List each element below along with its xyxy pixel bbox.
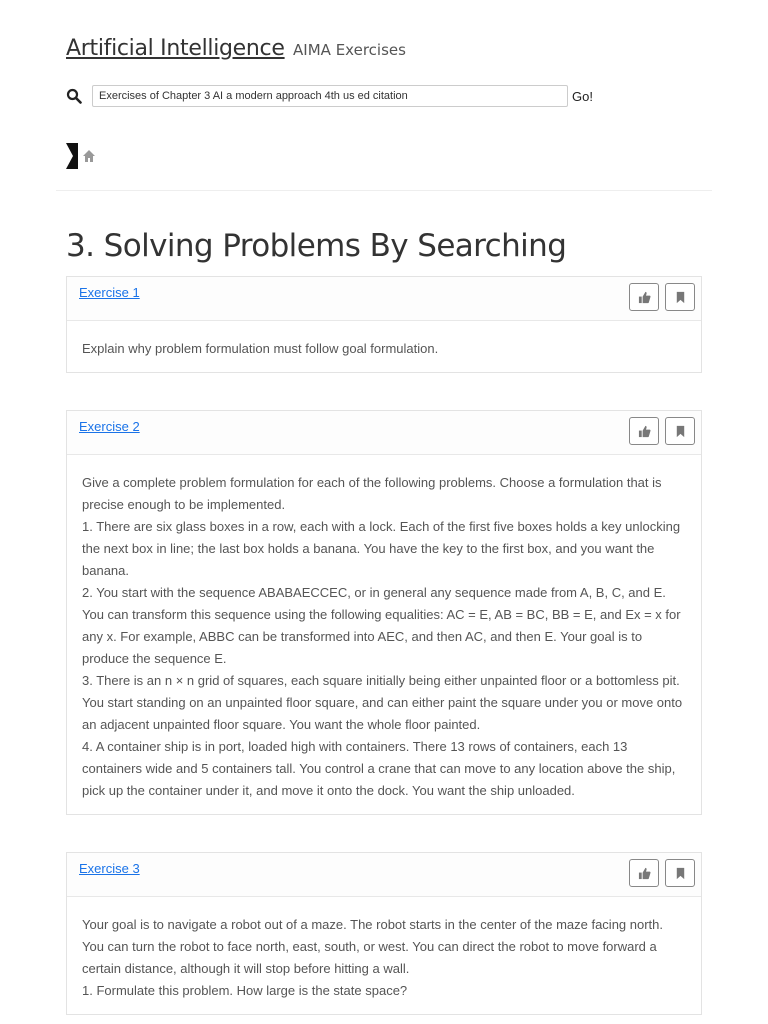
home-icon[interactable] bbox=[82, 149, 96, 163]
exercise-actions bbox=[629, 283, 695, 311]
bookmark-icon bbox=[674, 291, 687, 304]
exercise-text: 2. You start with the sequence ABABAECCEC, or in general any sequence made from A, B, C, and E. You can transform this sequence using the following equalities: AC = E, AB = BC, BB = E, and Ex = x for any x. For example, ABBC can be transformed into AEC, and then AC, and then E. Your goal is to produce the sequence E. bbox=[82, 585, 681, 666]
bookmark-icon bbox=[674, 867, 687, 880]
search-input[interactable] bbox=[92, 85, 568, 107]
exercise-text: 1. There are six glass boxes in a row, each with a lock. Each of the first five boxes holds a key unlocking the next box in line; the last box holds a banana. You have the key to the first box, and you want the banana. bbox=[82, 519, 681, 578]
site-subtitle: AIMA Exercises bbox=[293, 41, 406, 59]
exercise-body bbox=[67, 897, 701, 1014]
bookmark-button[interactable] bbox=[665, 283, 695, 311]
exercise-card-header bbox=[67, 411, 701, 455]
bookmark-button[interactable] bbox=[665, 859, 695, 887]
exercise-text: 3. There is an n × n grid of squares, each square initially being either unpainted floor or a bottomless pit. You start standing on an unpainted floor square, and can either paint the square under you or move onto an adjacent unpainted floor square. You want the whole floor painted. bbox=[82, 673, 683, 732]
site-header bbox=[66, 36, 406, 61]
exercise-link[interactable]: Exercise 3 bbox=[79, 861, 140, 876]
exercise-link[interactable]: Exercise 2 bbox=[79, 419, 140, 434]
like-button[interactable] bbox=[629, 417, 659, 445]
site-title-link[interactable]: Artificial Intelligence bbox=[66, 36, 285, 61]
page-title: 3. Solving Problems By Searching bbox=[66, 228, 567, 264]
search-icon bbox=[66, 88, 82, 104]
exercise-text: Explain why problem formulation must follow goal formulation. bbox=[82, 341, 439, 356]
sidebar-toggle-icon[interactable] bbox=[66, 143, 78, 169]
like-button[interactable] bbox=[629, 859, 659, 887]
exercise-card-header bbox=[67, 277, 701, 321]
exercise-text: Your goal is to navigate a robot out of a maze. The robot starts in the center of the maze facing north. You can turn the robot to face north, east, south, or west. You can direct the robot to move forward a certain distance, although it will stop before hitting a wall. bbox=[82, 917, 664, 976]
nav-row bbox=[66, 143, 96, 169]
exercise-body bbox=[67, 321, 701, 372]
search-bar bbox=[66, 85, 593, 107]
like-button[interactable] bbox=[629, 283, 659, 311]
thumbs-up-icon bbox=[638, 291, 651, 304]
go-button[interactable]: Go! bbox=[568, 89, 593, 104]
exercise-card bbox=[66, 276, 702, 373]
exercise-card bbox=[66, 410, 702, 815]
exercise-text: 4. A container ship is in port, loaded high with containers. There 13 rows of containers, each 13 containers wide and 5 containers tall. You control a crane that can move to any location above the ship, pick up the container under it, and move it onto the dock. You want the ship unloaded. bbox=[82, 739, 676, 798]
exercise-link[interactable]: Exercise 1 bbox=[79, 285, 140, 300]
exercise-actions bbox=[629, 417, 695, 445]
exercise-text: Give a complete problem formulation for each of the following problems. Choose a formulation that is precise enough to be implemented. bbox=[82, 475, 662, 512]
exercise-card bbox=[66, 852, 702, 1015]
bookmark-button[interactable] bbox=[665, 417, 695, 445]
exercise-text: 1. Formulate this problem. How large is the state space? bbox=[82, 983, 408, 998]
thumbs-up-icon bbox=[638, 425, 651, 438]
bookmark-icon bbox=[674, 425, 687, 438]
thumbs-up-icon bbox=[638, 867, 651, 880]
exercise-card-header bbox=[67, 853, 701, 897]
header-divider bbox=[56, 190, 712, 191]
exercise-body bbox=[67, 455, 701, 814]
exercise-actions bbox=[629, 859, 695, 887]
